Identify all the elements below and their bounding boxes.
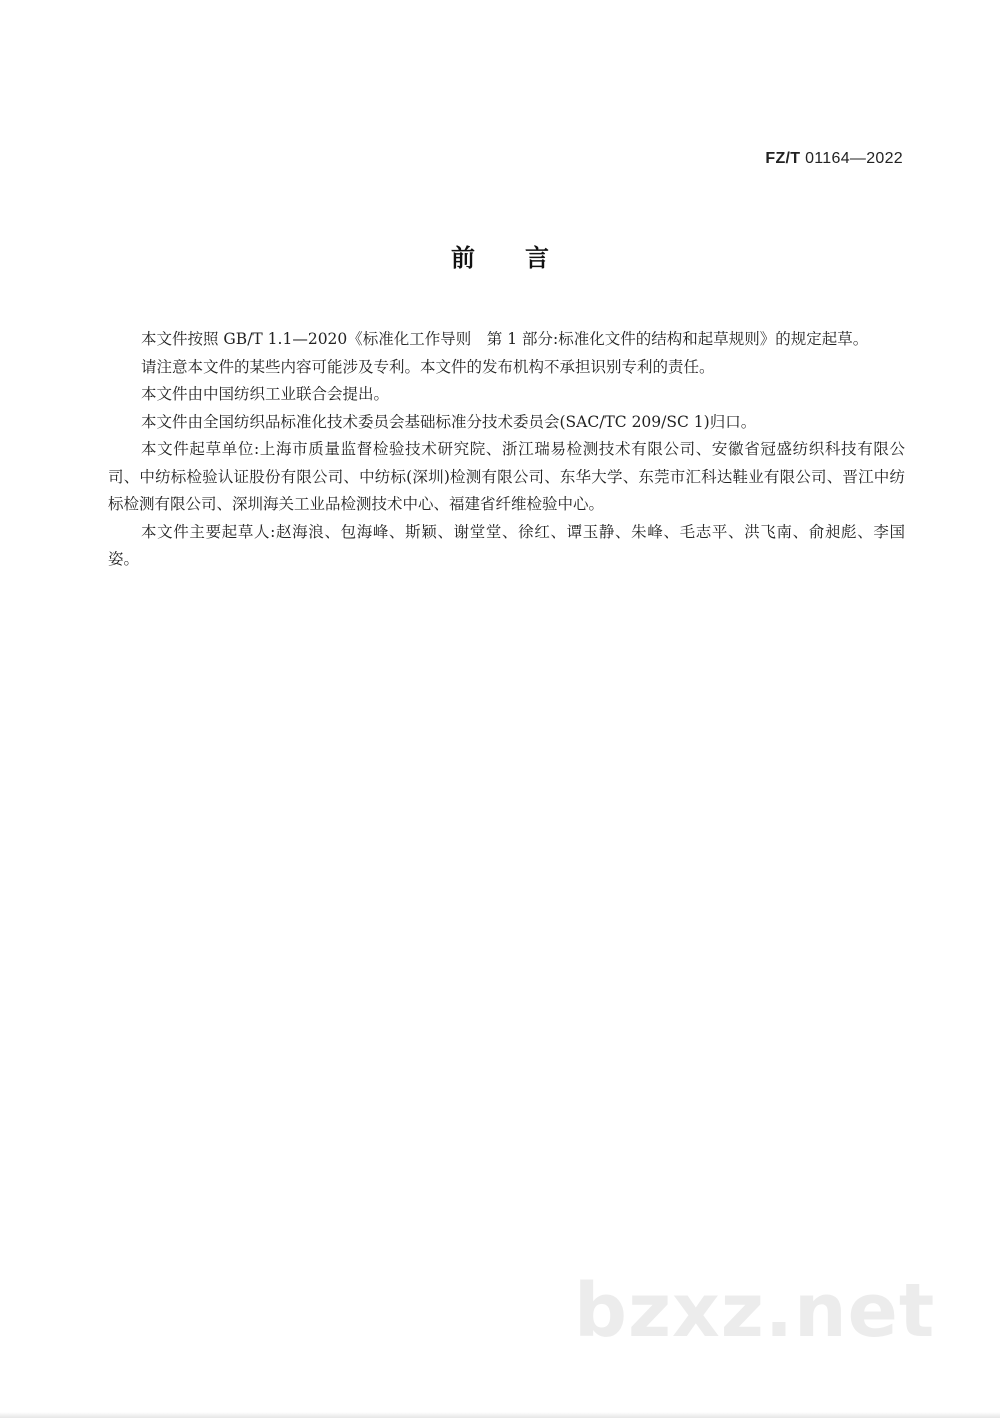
paragraph-drafting-rules: 本文件按照 GB/T 1.1—2020《标准化工作导则 第 1 部分:标准化文件的结构和起草规则》的规定起草。	[141, 330, 869, 348]
site-watermark: bzxz.net	[574, 1268, 936, 1354]
page-title: 前言	[451, 244, 599, 272]
paragraph-committee: 本文件由全国纺织品标准化技术委员会基础标准分技术委员会(SAC/TC 209/SC 1)归口。	[141, 412, 757, 431]
standard-code: 01164—2022	[805, 150, 903, 167]
foreword-body	[108, 326, 905, 574]
paragraph-drafting-units: 本文件起草单位:上海市质量监督检验技术研究院、浙江瑞易检测技术有限公司、安徽省冠盛纺织科技有限公司、中纺标检验认证股份有限公司、中纺标(深圳)检测有限公司、东华大学、东莞市汇科达鞋业有限公司、晋江中纺标检测有限公司、深圳海关工业品检测技术中心、福建省纤维检验中心。	[108, 440, 905, 513]
paragraph-patent-notice: 请注意本文件的某些内容可能涉及专利。本文件的发布机构不承担识别专利的责任。	[141, 357, 715, 376]
standard-prefix: FZ/T	[765, 150, 801, 167]
page-bottom-edge	[0, 1412, 1000, 1418]
standard-number	[765, 150, 903, 168]
paragraph-drafters: 本文件主要起草人:赵海浪、包海峰、斯颖、谢堂堂、徐红、谭玉静、朱峰、毛志平、洪飞南、俞昶彪、李国姿。	[108, 522, 905, 568]
paragraph-proposer: 本文件由中国纺织工业联合会提出。	[141, 385, 390, 403]
